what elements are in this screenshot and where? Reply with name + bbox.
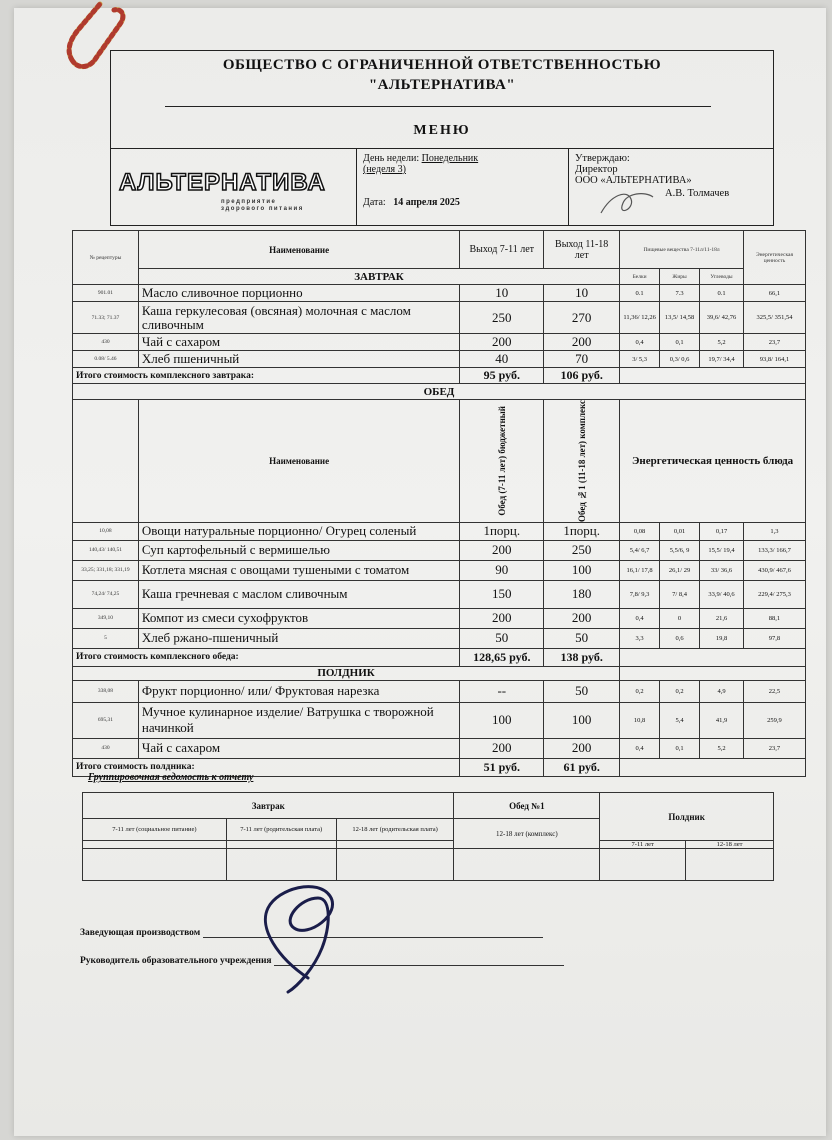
output-7-11: 200 — [460, 608, 544, 628]
breakfast-total-label: Итого стоимость комплексного завтрака: — [73, 368, 460, 384]
col-nutrients: Пищевые вещества 7-11л/11-18л — [620, 231, 744, 269]
lunch-total-7-11: 128,65 руб. — [460, 648, 544, 666]
output-11-18: 50 — [544, 628, 620, 648]
carbs: 19,8 — [700, 628, 744, 648]
output-7-11: -- — [460, 680, 544, 702]
protein: 0,4 — [620, 738, 660, 758]
recipe-no: 0.08/ 5.46 — [73, 351, 139, 368]
protein: 5,4/ 6,7 — [620, 540, 660, 560]
approval-block — [569, 148, 773, 225]
energy: 229,4/ 275,3 — [743, 580, 805, 608]
fat: 0,3/ 0,6 — [660, 351, 700, 368]
output-11-18: 70 — [544, 351, 620, 368]
output-11-18: 200 — [544, 608, 620, 628]
protein: 3/ 5,3 — [620, 351, 660, 368]
lunch-total-row — [73, 648, 806, 666]
fat: 5,4 — [660, 702, 700, 738]
lunch-col-complex: Обед №1 (11-18 лет) комплекс — [576, 400, 587, 522]
lunch-col-budget: Обед (7-11 лет) бюджетный — [496, 406, 507, 516]
logo-subtext: предприятие здорового питания — [221, 199, 304, 212]
output-7-11: 90 — [460, 560, 544, 580]
carbs: 33,9/ 40,6 — [700, 580, 744, 608]
snack-total-7-11: 51 руб. — [460, 758, 544, 776]
recipe-no: 71.33; 71.37 — [73, 302, 139, 334]
energy: 93,8/ 164,1 — [743, 351, 805, 368]
dish-name: Чай с сахаром — [138, 334, 459, 351]
breakfast-total-row — [73, 368, 806, 384]
table-header-row — [73, 231, 806, 269]
carbs: 0,17 — [700, 522, 744, 540]
protein: 0,4 — [620, 608, 660, 628]
document-header — [110, 50, 774, 226]
org-name-line2: "АЛЬТЕРНАТИВА" — [368, 77, 516, 93]
recipe-no: 74,24/ 74,25 — [73, 580, 139, 608]
output-7-11: 150 — [460, 580, 544, 608]
col-recipe-no: № рецептуры — [73, 231, 139, 285]
lunch-section-row — [73, 384, 806, 400]
recipe-no: 430 — [73, 738, 139, 758]
lunch-total-label: Итого стоимость комплексного обеда: — [73, 648, 460, 666]
protein: 0.1 — [620, 285, 660, 302]
col-name: Наименование — [138, 231, 459, 269]
col-fat: Жиры — [660, 269, 700, 285]
signature-label-head: Руководитель образовательного учреждения — [80, 956, 272, 966]
grouping-table — [82, 792, 774, 881]
output-7-11: 40 — [460, 351, 544, 368]
dish-name: Котлета мясная с овощами тушеными с томатом — [138, 560, 459, 580]
energy: 259,9 — [743, 702, 805, 738]
carbs: 39,6/ 42,76 — [700, 302, 744, 334]
dish-name: Чай с сахаром — [138, 738, 459, 758]
table-row — [73, 560, 806, 580]
group-b-7-11-social: 7-11 лет (социальное питание) — [83, 819, 227, 841]
fat: 0,1 — [660, 334, 700, 351]
header-divider — [165, 106, 711, 107]
approve-role: Директор — [575, 164, 618, 175]
fat: 0,6 — [660, 628, 700, 648]
table-row — [73, 351, 806, 368]
energy: 97,8 — [743, 628, 805, 648]
group-snack: Полдник — [600, 793, 774, 841]
dish-name: Суп картофельный с вермишелью — [138, 540, 459, 560]
protein: 0,2 — [620, 680, 660, 702]
section-snack: ПОЛДНИК — [73, 666, 620, 680]
logo-text: АЛЬТЕРНАТИВА — [119, 169, 326, 196]
output-7-11: 50 — [460, 628, 544, 648]
snack-total-11-18: 61 руб. — [544, 758, 620, 776]
group-b-7-11-paid: 7-11 лет (родительская плата) — [226, 819, 336, 841]
lunch-col-energy: Энергетическая ценность блюда — [620, 400, 806, 523]
protein: 7,8/ 9,3 — [620, 580, 660, 608]
energy: 325,5/ 351,54 — [743, 302, 805, 334]
output-7-11: 1порц. — [460, 522, 544, 540]
fat: 5,5/6, 9 — [660, 540, 700, 560]
protein: 10,8 — [620, 702, 660, 738]
output-7-11: 200 — [460, 738, 544, 758]
dish-name: Каша геркулесовая (овсяная) молочная с маслом сливочным — [138, 302, 459, 334]
table-row — [73, 334, 806, 351]
energy: 430,9/ 467,6 — [743, 560, 805, 580]
fat: 0,1 — [660, 738, 700, 758]
day-value: Понедельник — [421, 153, 479, 164]
approve-label: Утверждаю: — [575, 153, 630, 164]
table-row — [73, 680, 806, 702]
dish-name: Каша гречневая с маслом сливочным — [138, 580, 459, 608]
group-l-12-18: 12-18 лет (комплекс) — [454, 819, 600, 849]
dish-name: Хлеб пшеничный — [138, 351, 459, 368]
table-row — [73, 522, 806, 540]
table-row — [73, 738, 806, 758]
output-7-11: 250 — [460, 302, 544, 334]
lunch-total-11-18: 138 руб. — [544, 648, 620, 666]
output-11-18: 200 — [544, 738, 620, 758]
fat: 7/ 8,4 — [660, 580, 700, 608]
fat: 13,5/ 14,58 — [660, 302, 700, 334]
logo — [111, 148, 357, 225]
recipe-no: 349,10 — [73, 608, 139, 628]
col-carbs: Углеводы — [700, 269, 744, 285]
output-7-11: 100 — [460, 702, 544, 738]
dish-name: Хлеб ржано-пшеничный — [138, 628, 459, 648]
fat: 0,01 — [660, 522, 700, 540]
day-info — [357, 148, 569, 225]
grouping-title: Группировочная ведомость к отчету — [88, 772, 254, 783]
output-11-18: 250 — [544, 540, 620, 560]
output-11-18: 270 — [544, 302, 620, 334]
energy: 133,3/ 166,7 — [743, 540, 805, 560]
document-title: МЕНЮ — [413, 123, 471, 138]
approve-name: А.В. Толмачев — [665, 188, 730, 199]
col-energy: Энергетическая ценность — [743, 231, 805, 285]
table-row — [73, 302, 806, 334]
output-11-18: 180 — [544, 580, 620, 608]
section-breakfast: ЗАВТРАК — [138, 269, 619, 285]
dish-name: Мучное кулинарное изделие/ Ватрушка с творожной начинкой — [138, 702, 459, 738]
date-label: Дата: — [363, 197, 386, 208]
protein: 3,3 — [620, 628, 660, 648]
group-breakfast: Завтрак — [83, 793, 454, 819]
grouping-values-row — [83, 849, 774, 881]
group-s-7-11: 7-11 лет — [600, 841, 686, 849]
fat: 0,2 — [660, 680, 700, 702]
recipe-no: 430 — [73, 334, 139, 351]
lunch-header-row — [73, 400, 806, 523]
energy: 66,1 — [743, 285, 805, 302]
signature-label-production: Заведующая производством — [80, 928, 201, 938]
protein: 0,08 — [620, 522, 660, 540]
fat: 0 — [660, 608, 700, 628]
recipe-no: 33,25; 331,18; 331,19 — [73, 560, 139, 580]
output-11-18: 100 — [544, 702, 620, 738]
lunch-col-name: Наименование — [138, 400, 459, 523]
breakfast-total-11-18: 106 руб. — [544, 368, 620, 384]
carbs: 21,6 — [700, 608, 744, 628]
col-output-11-18: Выход 11-18 лет — [544, 231, 620, 269]
table-row — [73, 608, 806, 628]
fat: 26,1/ 29 — [660, 560, 700, 580]
output-11-18: 200 — [544, 334, 620, 351]
breakfast-section-row — [73, 269, 806, 285]
energy: 1,3 — [743, 522, 805, 540]
recipe-no: 10,08 — [73, 522, 139, 540]
recipe-no: 695,31 — [73, 702, 139, 738]
output-11-18: 50 — [544, 680, 620, 702]
recipe-no: 901.01 — [73, 285, 139, 302]
week-value: (неделя 3) — [363, 164, 406, 175]
col-output-7-11: Выход 7-11 лет — [460, 231, 544, 269]
output-11-18: 10 — [544, 285, 620, 302]
dish-name: Масло сливочное порционно — [138, 285, 459, 302]
output-7-11: 200 — [460, 334, 544, 351]
recipe-no: 338,08 — [73, 680, 139, 702]
org-name-line1: ОБЩЕСТВО С ОГРАНИЧЕННОЙ ОТВЕТСТВЕННОСТЬЮ — [222, 57, 662, 73]
group-lunch: Обед №1 — [454, 793, 600, 819]
day-label: День недели: — [363, 153, 420, 164]
energy: 22,5 — [743, 680, 805, 702]
carbs: 5,2 — [700, 334, 744, 351]
output-11-18: 1порц. — [544, 522, 620, 540]
group-s-12-18: 12-18 лет — [686, 841, 774, 849]
fat: 7.3 — [660, 285, 700, 302]
approve-org: ООО «АЛЬТЕРНАТИВА» — [575, 175, 692, 186]
snack-section-row — [73, 666, 806, 680]
dish-name: Овощи натуральные порционно/ Огурец соленый — [138, 522, 459, 540]
table-row — [73, 628, 806, 648]
col-protein: Белки — [620, 269, 660, 285]
menu-table — [72, 230, 806, 777]
protein: 16,1/ 17,8 — [620, 560, 660, 580]
carbs: 5,2 — [700, 738, 744, 758]
dish-name: Компот из смеси сухофруктов — [138, 608, 459, 628]
energy: 88,1 — [743, 608, 805, 628]
recipe-no: 140,43/ 140,51 — [73, 540, 139, 560]
director-signature-icon — [597, 185, 657, 221]
carbs: 4,9 — [700, 680, 744, 702]
section-lunch: ОБЕД — [73, 384, 806, 400]
table-row — [73, 702, 806, 738]
energy: 23,7 — [743, 334, 805, 351]
output-7-11: 10 — [460, 285, 544, 302]
output-7-11: 200 — [460, 540, 544, 560]
protein: 0,4 — [620, 334, 660, 351]
carbs: 19,7/ 34,4 — [700, 351, 744, 368]
group-b-12-18-paid: 12-18 лет (родительская плата) — [336, 819, 454, 841]
carbs: 41,9 — [700, 702, 744, 738]
breakfast-total-7-11: 95 руб. — [460, 368, 544, 384]
output-11-18: 100 — [544, 560, 620, 580]
handwritten-signature-icon — [248, 868, 358, 998]
table-row — [73, 285, 806, 302]
carbs: 0.1 — [700, 285, 744, 302]
carbs: 15,5/ 19,4 — [700, 540, 744, 560]
carbs: 33/ 36,6 — [700, 560, 744, 580]
protein: 11,36/ 12,26 — [620, 302, 660, 334]
recipe-no: 5 — [73, 628, 139, 648]
snack-total-label: Итого стоимость полдника: — [73, 758, 460, 776]
table-row — [73, 540, 806, 560]
table-row — [73, 580, 806, 608]
dish-name: Фрукт порционно/ или/ Фруктовая нарезка — [138, 680, 459, 702]
date-value: 14 апреля 2025 — [393, 197, 460, 208]
energy: 23,7 — [743, 738, 805, 758]
